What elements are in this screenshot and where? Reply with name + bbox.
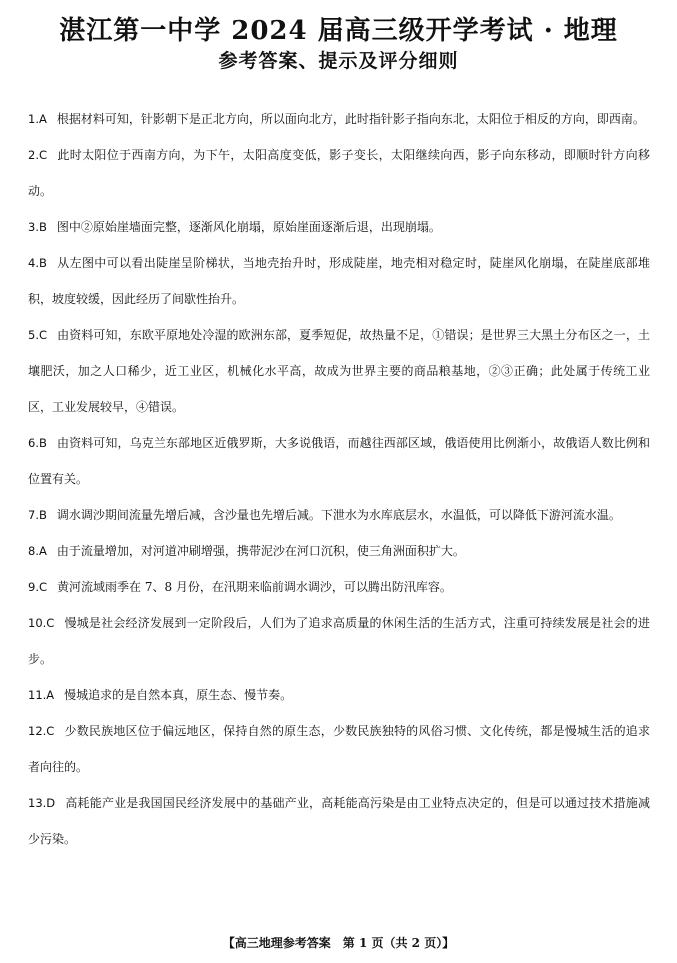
answer-text: 根据材料可知，针影朝下是正北方向，所以面向北方，此时指针影子指向东北，太阳位于相反的方向，即西南。 bbox=[56, 112, 645, 126]
answer-item bbox=[28, 425, 650, 497]
answer-number: 8.A bbox=[28, 544, 47, 558]
answer-item bbox=[28, 317, 650, 425]
answer-text: 慢城是社会经济发展到一定阶段后，人们为了追求高质量的休闲生活的生活方式，注重可持续发展是社会的进步。 bbox=[28, 616, 650, 666]
answer-number: 7.B bbox=[28, 508, 47, 522]
answer-item bbox=[28, 569, 650, 605]
answer-number: 1.A bbox=[28, 112, 47, 126]
answer-item bbox=[28, 605, 650, 677]
answer-text: 由于流量增加，对河道冲刷增强，携带泥沙在河口沉积，使三角洲面积扩大。 bbox=[56, 544, 465, 558]
answer-text: 调水调沙期间流量先增后减，含沙量也先增后减。下泄水为水库底层水，水温低，可以降低下游河流水温。 bbox=[56, 508, 621, 522]
answer-item bbox=[28, 533, 650, 569]
answer-text: 由资料可知，东欧平原地处冷湿的欧洲东部，夏季短促，故热量不足，①错误；是世界三大黑土分布区之一，土壤肥沃，加之人口稀少，近工业区，机械化水平高，故成为世界主要的商品粮基地，②③正确；此处属于传统工业区，工业发展较早，④错误。 bbox=[28, 328, 650, 414]
page-footer: 【高三地理参考答案 第 1 页（共 2 页）】 bbox=[222, 936, 455, 950]
answer-number: 11.A bbox=[28, 688, 55, 702]
page-title: 湛江第一中学 2024 届高三级开学考试 · 地理 bbox=[59, 16, 618, 46]
answer-number: 2.C bbox=[28, 148, 48, 162]
answer-text: 从左图中可以看出陡崖呈阶梯状，当地壳抬升时，形成陡崖，地壳相对稳定时，陡崖风化崩塌，在陡崖底部堆积，坡度较缓，因此经历了间歇性抬升。 bbox=[28, 256, 650, 306]
answer-list bbox=[28, 101, 650, 857]
answer-text: 由资料可知，乌克兰东部地区近俄罗斯，大多说俄语，而越往西部区域，俄语使用比例渐小，故俄语人数比例和位置有关。 bbox=[28, 436, 650, 486]
answer-text: 慢城追求的是自然本真，原生态、慢节奏。 bbox=[64, 688, 293, 702]
answer-number: 10.C bbox=[28, 616, 55, 630]
answer-number: 5.C bbox=[28, 328, 48, 342]
answer-item bbox=[28, 785, 650, 857]
answer-item bbox=[28, 713, 650, 785]
answer-item bbox=[28, 497, 650, 533]
page-subtitle: 参考答案、提示及评分细则 bbox=[218, 50, 459, 72]
answer-text: 图中②原始崖墙面完整，逐渐风化崩塌，原始崖面逐渐后退，出现崩塌。 bbox=[56, 220, 441, 234]
answer-number: 13.D bbox=[28, 796, 56, 810]
answer-number: 6.B bbox=[28, 436, 47, 450]
answer-text: 此时太阳位于西南方向，为下午，太阳高度变低，影子变长，太阳继续向西，影子向东移动，即顺时针方向移动。 bbox=[28, 148, 650, 198]
answer-text: 少数民族地区位于偏远地区，保持自然的原生态，少数民族独特的风俗习惯、文化传统，都是慢城生活的追求者向往的。 bbox=[28, 724, 650, 774]
answer-number: 12.C bbox=[28, 724, 55, 738]
answer-text: 高耗能产业是我国国民经济发展中的基础产业，高耗能高污染是由工业特点决定的，但是可以通过技术措施减少污染。 bbox=[28, 796, 650, 846]
answer-number: 9.C bbox=[28, 580, 48, 594]
answer-item bbox=[28, 101, 650, 137]
answer-item bbox=[28, 137, 650, 209]
answer-text: 黄河流域雨季在 7、8 月份，在汛期来临前调水调沙，可以腾出防汛库容。 bbox=[57, 580, 452, 594]
answer-item bbox=[28, 677, 650, 713]
answer-number: 4.B bbox=[28, 256, 47, 270]
answer-item bbox=[28, 245, 650, 317]
answer-number: 3.B bbox=[28, 220, 47, 234]
answer-item bbox=[28, 209, 650, 245]
